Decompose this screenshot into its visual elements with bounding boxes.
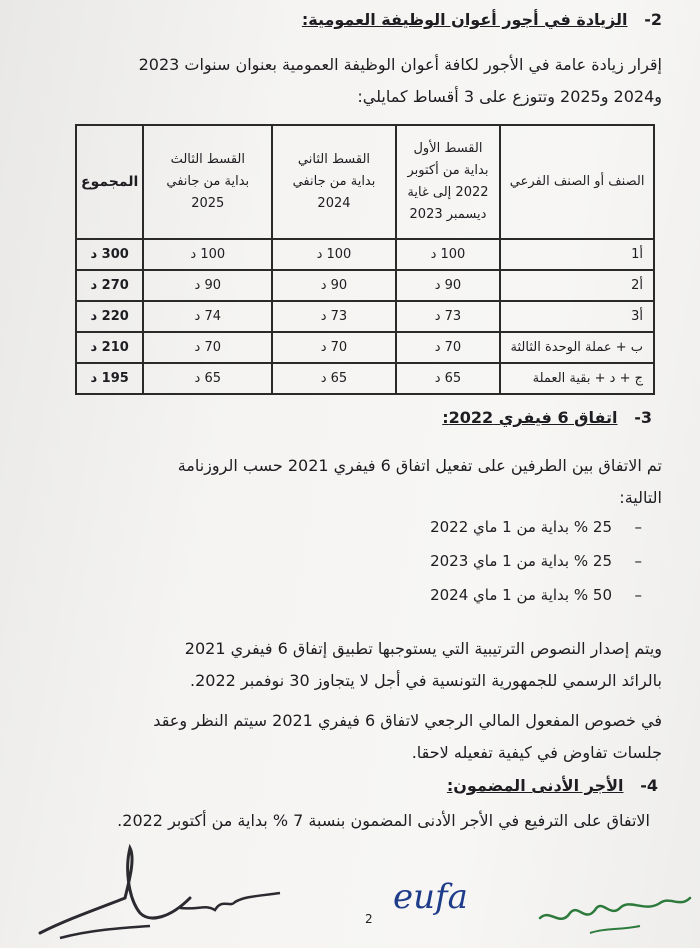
section-3-intro-line-2: التالية: bbox=[619, 488, 662, 507]
section-3-p3-line-2: جلسات تفاوض في كيفية تفعيله لاحقا. bbox=[411, 743, 662, 762]
section-4-heading bbox=[447, 776, 658, 795]
cell-category: أ1 bbox=[500, 239, 654, 270]
section-3-intro-line-1: تم الاتفاق بين الطرفين على تفعيل اتفاق 6 فيفري 2021 حسب الروزنامة bbox=[177, 456, 662, 475]
section-4-text: الاتفاق على الترفيع في الأجر الأدنى المضمون بنسبة 7 % بداية من أكتوبر 2022. bbox=[117, 811, 650, 830]
cell-q1: 65 د bbox=[396, 363, 501, 394]
section-3-p2-line-2: بالرائد الرسمي للجمهورية التونسية في أجل لا يتجاوز 30 نوفمبر 2022. bbox=[190, 671, 662, 690]
section-2-title: الزيادة في أجور أعوان الوظيفة العمومية: bbox=[301, 10, 628, 29]
section-4-title: الأجر الأدنى المضمون: bbox=[446, 776, 624, 795]
section-3-heading bbox=[442, 408, 652, 427]
header-first-installment: القسط الأول بداية من أكتوبر 2022 إلى غاية ديسمبر 2023 bbox=[396, 125, 501, 239]
schedule-list bbox=[430, 510, 642, 612]
section-2-line-1: إقرار زيادة عامة في الأجور لكافة أعوان الوظيفة العمومية بعنوان سنوات 2023 bbox=[138, 55, 662, 74]
section-2-line-2: و2024 و2025 وتتوزع على 3 أقساط كمايلي: bbox=[357, 87, 662, 106]
table-row bbox=[76, 301, 654, 332]
cell-q1: 73 د bbox=[396, 301, 501, 332]
table-row bbox=[76, 239, 654, 270]
header-category: الصنف أو الصنف الفرعي bbox=[500, 125, 654, 239]
section-3-title: اتفاق 6 فيفري 2022: bbox=[442, 408, 618, 427]
header-total: المجموع bbox=[76, 125, 143, 239]
cell-q2: 100 د bbox=[272, 239, 395, 270]
section-2-number: 2- bbox=[644, 10, 662, 29]
page-number: 2 bbox=[365, 912, 373, 926]
cell-total: 195 د bbox=[76, 363, 143, 394]
section-2-heading bbox=[302, 10, 662, 29]
cell-q2: 65 د bbox=[272, 363, 395, 394]
section-4-number: 4- bbox=[640, 776, 658, 795]
section-3-intro bbox=[38, 453, 662, 511]
cell-q3: 90 د bbox=[143, 270, 272, 301]
cell-q2: 90 د bbox=[272, 270, 395, 301]
table-row bbox=[76, 270, 654, 301]
salary-increase-table bbox=[75, 124, 655, 395]
section-3-paragraph-3 bbox=[38, 708, 662, 766]
header-third-installment: القسط الثالث بداية من جانفي 2025 bbox=[143, 125, 272, 239]
section-2-paragraph bbox=[38, 52, 662, 110]
cell-total: 210 د bbox=[76, 332, 143, 363]
cell-total: 270 د bbox=[76, 270, 143, 301]
cell-total: 300 د bbox=[76, 239, 143, 270]
table-header-row bbox=[76, 125, 654, 239]
list-item: –25 % بداية من 1 ماي 2022 bbox=[430, 518, 642, 536]
list-item: –50 % بداية من 1 ماي 2024 bbox=[430, 586, 642, 604]
cell-category: ج + د + بقية العملة bbox=[500, 363, 654, 394]
signature-middle bbox=[385, 868, 505, 928]
cell-q3: 74 د bbox=[143, 301, 272, 332]
signature-left bbox=[30, 838, 290, 948]
section-3-p2-line-1: ويتم إصدار النصوص الترتيبية التي يستوجبها تطبيق إتفاق 6 فيفري 2021 bbox=[184, 639, 662, 658]
cell-q3: 100 د bbox=[143, 239, 272, 270]
signature-middle-text: eufa bbox=[393, 877, 468, 917]
cell-total: 220 د bbox=[76, 301, 143, 332]
list-item: –25 % بداية من 1 ماي 2023 bbox=[430, 552, 642, 570]
section-3-paragraph-2 bbox=[38, 636, 662, 694]
table-row bbox=[76, 363, 654, 394]
cell-q1: 100 د bbox=[396, 239, 501, 270]
table-row bbox=[76, 332, 654, 363]
section-4-paragraph bbox=[50, 808, 650, 834]
cell-q2: 70 د bbox=[272, 332, 395, 363]
cell-q3: 70 د bbox=[143, 332, 272, 363]
cell-category: ب + عملة الوحدة الثالثة bbox=[500, 332, 654, 363]
cell-q2: 73 د bbox=[272, 301, 395, 332]
cell-category: أ3 bbox=[500, 301, 654, 332]
header-second-installment: القسط الثاني بداية من جانفي 2024 bbox=[272, 125, 395, 239]
section-3-p3-line-1: في خصوص المفعول المالي الرجعي لاتفاق 6 فيفري 2021 سيتم النظر وعقد bbox=[153, 711, 662, 730]
cell-q1: 70 د bbox=[396, 332, 501, 363]
cell-q3: 65 د bbox=[143, 363, 272, 394]
cell-q1: 90 د bbox=[396, 270, 501, 301]
signature-right bbox=[530, 868, 700, 948]
section-3-number: 3- bbox=[634, 408, 652, 427]
cell-category: أ2 bbox=[500, 270, 654, 301]
